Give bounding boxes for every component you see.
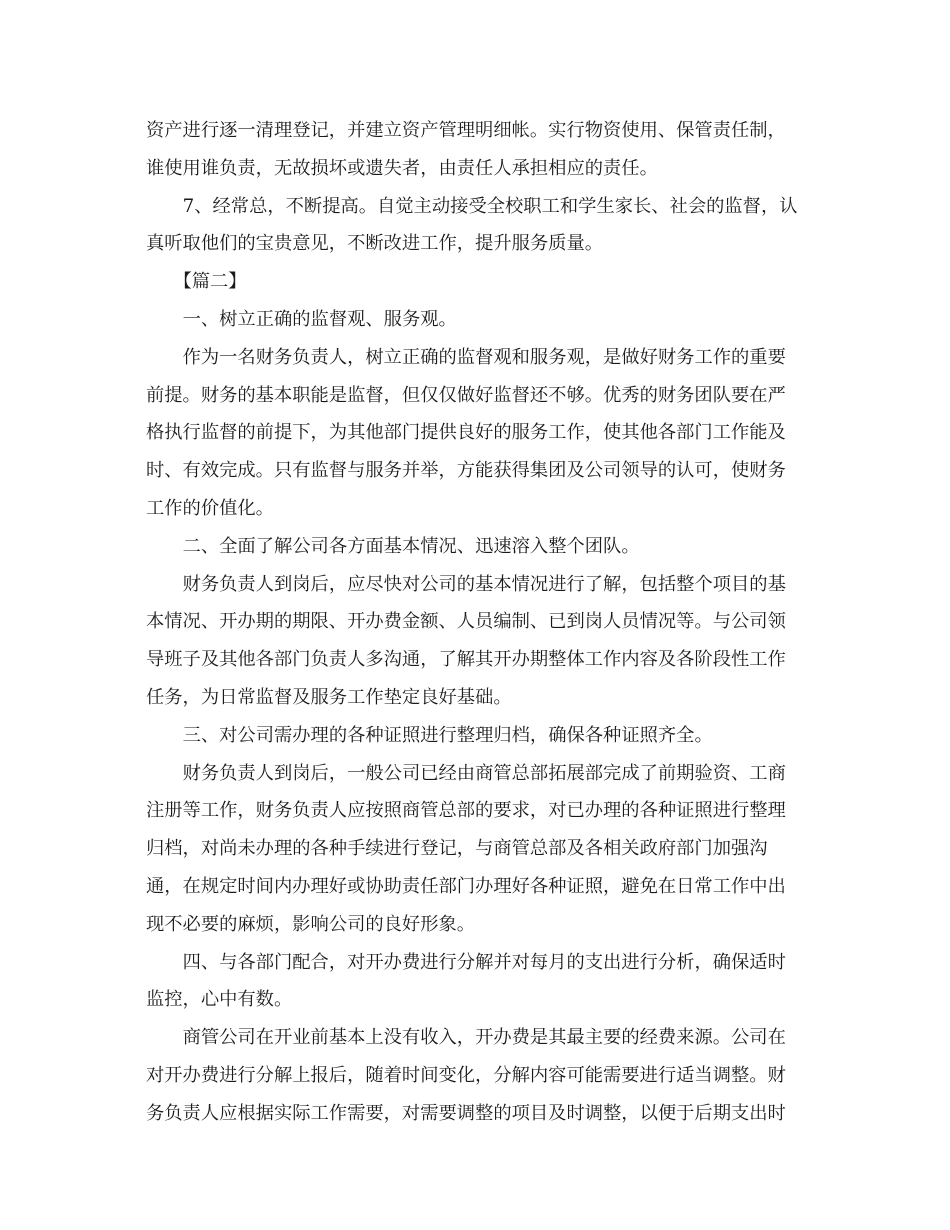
text-line: 注册等工作，财务负责人应按照商管总部的要求，对已办理的各种证照进行整理: [146, 800, 786, 822]
paragraph: [146, 301, 808, 339]
text-line: 资产进行逐一清理登记，并建立资产管理明细帐。实行物资使用、保管责任制，: [146, 120, 786, 141]
paragraph: [146, 528, 808, 566]
text-line: 归档，对尚未办理的各种手续进行登记，与商管总部及各相关政府部门加强沟: [146, 838, 768, 860]
text-line: 监控，心中有数。: [146, 989, 293, 1011]
text-line: 任务，为日常监督及服务工作垫定良好基础。: [146, 686, 512, 708]
text-line: 四、与各部门配合，对开办费进行分解并对每月的支出进行分析，确保适时: [182, 951, 786, 973]
text-line: 谁使用谁负责，无故损坏或遗失者，由责任人承担相应的责任。: [146, 157, 658, 179]
text-line: 财务负责人到岗后，一般公司已经由商管总部拓展部完成了前期验资、工商: [182, 762, 786, 784]
text-line: 真听取他们的宝贵意见，不断改进工作，提升服务质量。: [146, 233, 604, 255]
text-line: 作为一名财务负责人，树立正确的监督观和服务观，是做好财务工作的重要: [182, 346, 786, 368]
text-line: 财务负责人到岗后，应尽快对公司的基本情况进行了解，包括整个项目的基: [182, 573, 786, 595]
text-line: 商管公司在开业前基本上没有收入，开办费是其最主要的经费来源。公司在: [182, 1027, 786, 1049]
text-line: 三、对公司需办理的各种证照进行整理归档，确保各种证照齐全。: [182, 724, 713, 746]
text-line: 务负责人应根据实际工作需要，对需要调整的项目及时调整，以便于后期支出时: [146, 1102, 786, 1124]
text-line: 现不必要的麻烦，影响公司的良好形象。: [146, 913, 476, 935]
text-line: 前提。财务的基本职能是监督，但仅仅做好监督还不够。优秀的财务团队要在严: [146, 384, 786, 406]
paragraph-continuation: [146, 112, 808, 188]
text-line: 工作的价值化。: [146, 497, 274, 519]
text-line: 一、树立正确的监督观、服务观。: [182, 308, 457, 330]
text-line: 对开办费进行分解上报后，随着时间变化，分解内容可能需要进行适当调整。财: [146, 1064, 786, 1086]
text-line: 格执行监督的前提下，为其他部门提供良好的服务工作，使其他各部门工作能及: [146, 422, 786, 444]
text-line: 7、经常总，不断提高。自觉主动接受全校职工和学生家长、社会的监督，认: [182, 195, 798, 217]
paragraph: [146, 717, 808, 755]
text-line: 导班子及其他各部门负责人多沟通，了解其开办期整体工作内容及各阶段性工作: [146, 649, 786, 671]
text-line: 【篇二】: [173, 271, 247, 293]
document-body: [146, 112, 808, 1133]
paragraph: [146, 188, 808, 264]
paragraph: [146, 339, 808, 528]
text-line: 本情况、开办期的期限、开办费金额、人员编制、已到岗人员情况等。与公司领: [146, 611, 786, 633]
text-line: 二、全面了解公司各方面基本情况、迅速溶入整个团队。: [182, 535, 640, 557]
paragraph: [146, 944, 808, 1020]
paragraph: [146, 566, 808, 717]
paragraph: [146, 755, 808, 944]
text-line: 时、有效完成。只有监督与服务并举，方能获得集团及公司领导的认可，使财务: [146, 460, 786, 482]
section-heading: [146, 263, 808, 301]
paragraph: [146, 1019, 808, 1132]
text-line: 通，在规定时间内办理好或协助责任部门办理好各种证照，避免在日常工作中出: [146, 875, 786, 897]
